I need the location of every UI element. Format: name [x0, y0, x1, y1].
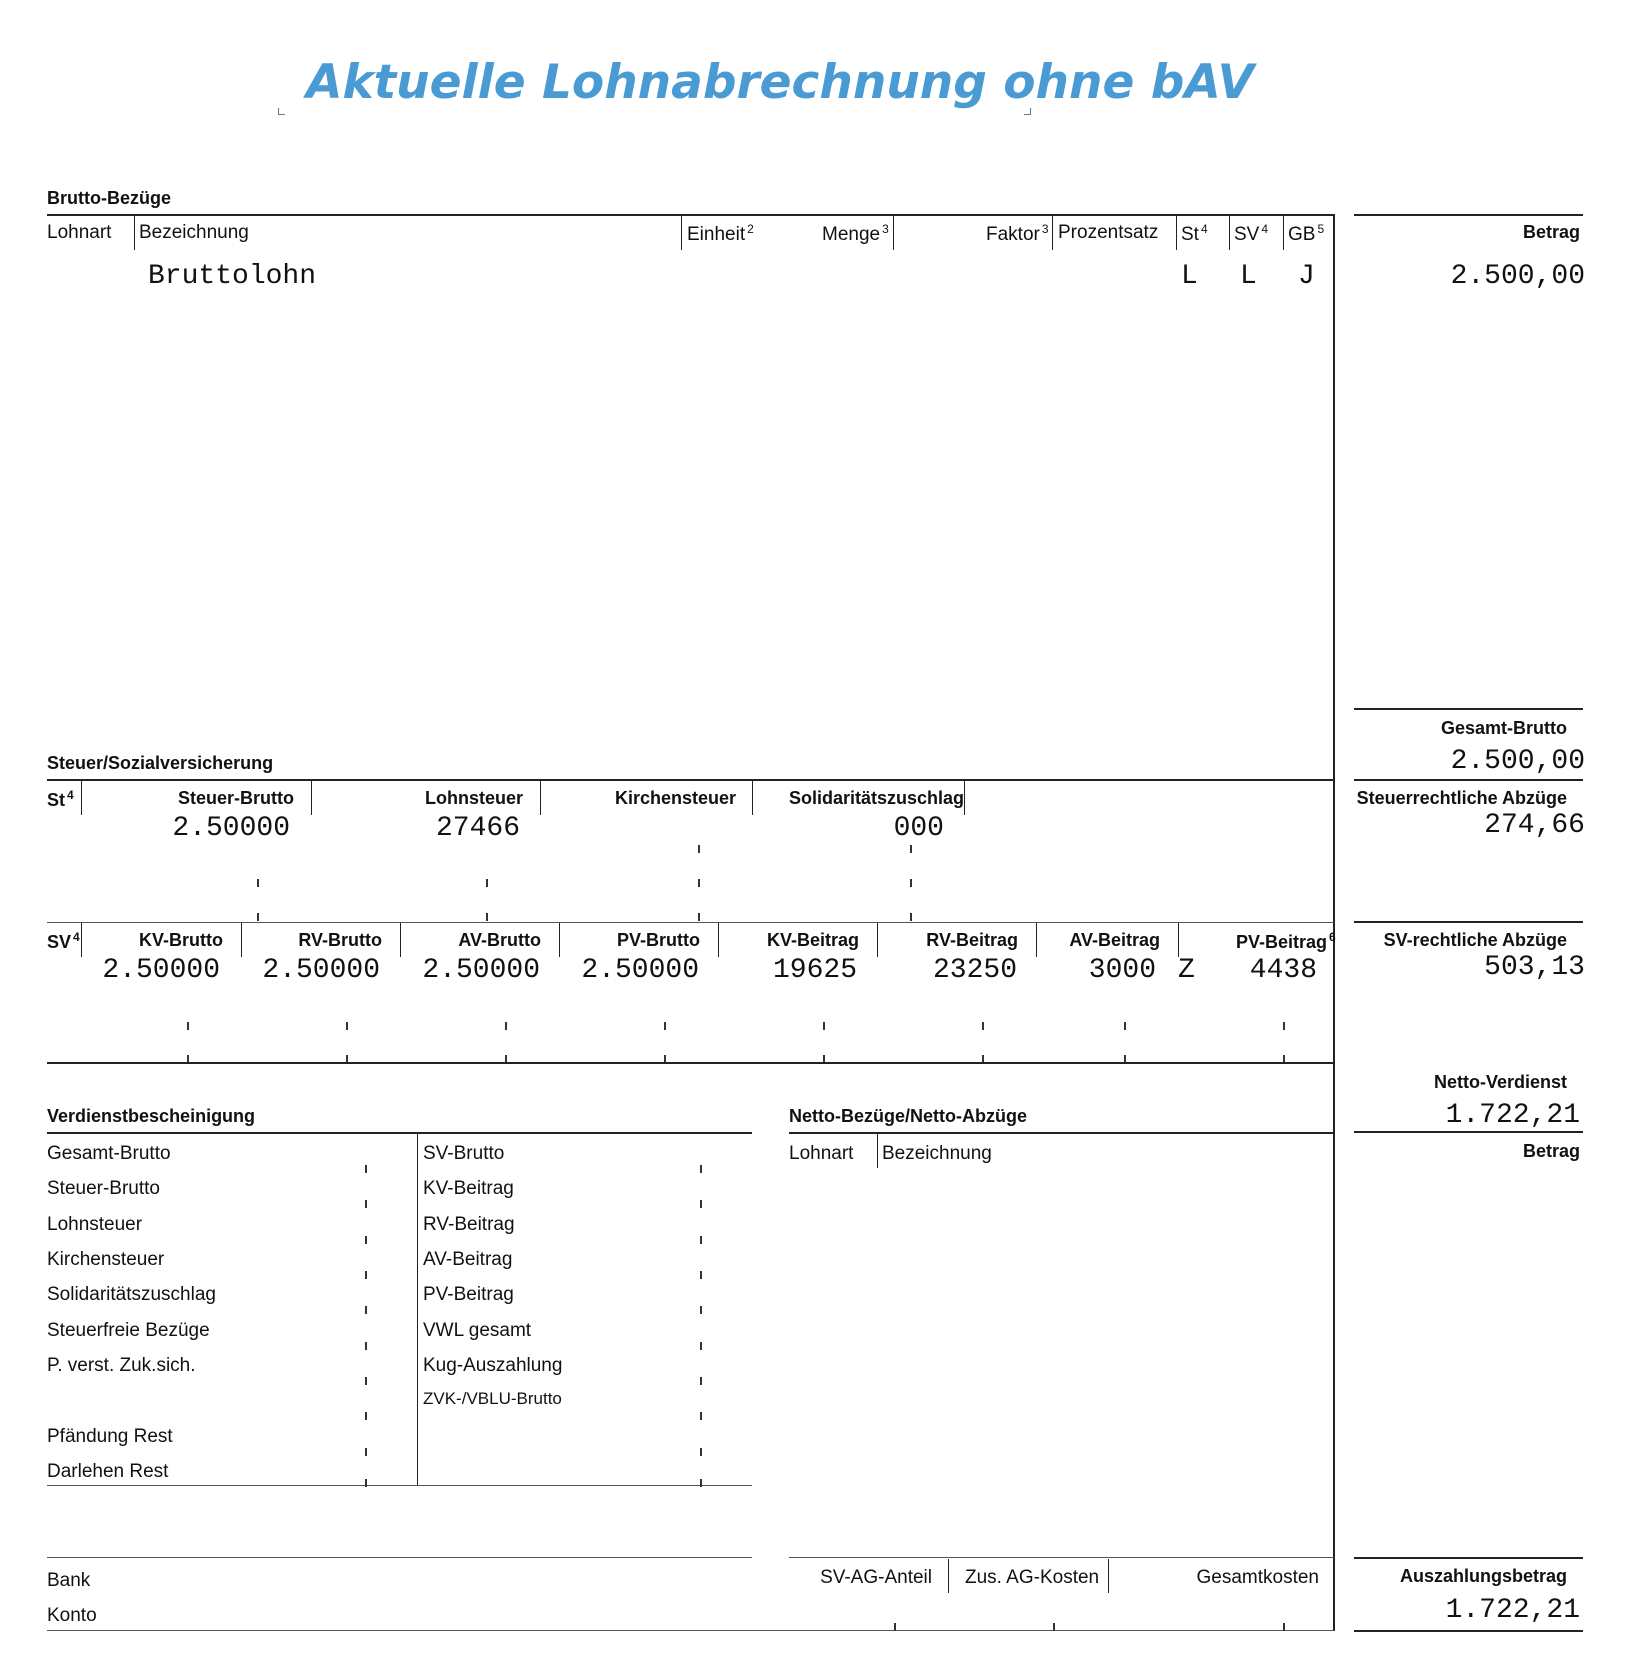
verdienst-left-item: Kirchensteuer	[47, 1249, 165, 1270]
verdienst-right-item: SV-Brutto	[423, 1143, 505, 1164]
brutto-section-title: Brutto-Bezüge	[47, 188, 171, 208]
netto-bezuege-top-rule	[789, 1132, 1334, 1134]
col-faktor: Faktor $^3$	[986, 222, 1049, 245]
gesamt-brutto-value: 2.500,00	[1450, 746, 1585, 777]
col-betrag: Betrag	[1522, 222, 1580, 242]
verdienst-left-item: Gesamt-Brutto	[47, 1143, 171, 1164]
col-divider	[964, 781, 965, 815]
col-menge: Menge $^3$	[822, 222, 889, 245]
kv-brutto-value: 2.50000	[102, 955, 220, 986]
sv-col-sv: SV $^4$	[47, 930, 80, 952]
col-lohnart: Lohnart	[47, 222, 112, 243]
verdienst-left-item: Lohnsteuer	[47, 1214, 143, 1235]
steuer-col-soli: Solidaritätszuschlag	[789, 788, 965, 808]
row-sv: L	[1240, 261, 1257, 292]
col-divider	[1052, 216, 1053, 250]
av-z-flag: Z	[1178, 955, 1195, 986]
netto-bezuege-section-title: Netto-Bezüge/Netto-Abzüge	[789, 1106, 1027, 1126]
rv-beitrag-value: 23250	[932, 955, 1017, 986]
verdienst-top-rule	[47, 1132, 752, 1134]
col-prozentsatz: Prozentsatz	[1058, 222, 1159, 243]
col-divider	[1108, 1559, 1109, 1593]
verdienst-right-item: KV-Beitrag	[423, 1178, 514, 1199]
pv-beitrag-value: 4438	[1249, 955, 1317, 986]
zus-ag-kosten-label: Zus. AG-Kosten	[965, 1567, 1100, 1588]
col-divider	[1176, 216, 1177, 250]
sv-col-av-beitrag: AV-Beitrag	[1069, 930, 1160, 950]
netto-label: Netto-Verdienst	[1433, 1072, 1567, 1092]
lohnsteuer-value: 27466	[435, 813, 520, 844]
verdienst-right-item: VWL gesamt	[423, 1320, 532, 1341]
verdienst-left-item: Solidaritätszuschlag	[47, 1284, 216, 1305]
av-brutto-value: 2.50000	[422, 955, 540, 986]
page-title: Aktuelle Lohnabrechnung ohne bAV	[306, 55, 1254, 110]
footer-bottom-rule	[47, 1630, 1334, 1631]
sv-col-av-brutto: AV-Brutto	[458, 930, 541, 950]
col-gb: GB $^5$	[1288, 222, 1325, 245]
gesamt-rule	[1354, 708, 1583, 710]
col-st: St $^4$	[1181, 222, 1208, 245]
steuer-bottom-rule	[47, 1062, 1334, 1064]
sv-col-rv-beitrag: RV-Beitrag	[926, 930, 1018, 950]
soli-value: 000	[893, 813, 944, 844]
col-divider	[134, 216, 135, 250]
steuer-abzuege-label: Steuerrechtliche Abzüge	[1356, 788, 1567, 808]
rv-brutto-value: 2.50000	[262, 955, 380, 986]
col-divider	[400, 923, 401, 957]
gesamt-brutto-label: Gesamt-Brutto	[1440, 718, 1567, 738]
row-gb: J	[1298, 261, 1315, 292]
auszahlung-value: 1.722,21	[1445, 1595, 1580, 1626]
verdienst-right-item: RV-Beitrag	[423, 1214, 515, 1235]
col-divider	[893, 216, 894, 250]
konto-label: Konto	[47, 1605, 97, 1626]
col-divider	[311, 781, 312, 815]
av-beitrag-value: 3000	[1088, 955, 1156, 986]
col-divider	[81, 923, 82, 957]
bank-label: Bank	[47, 1570, 91, 1591]
sv-col-kv-brutto: KV-Brutto	[139, 930, 223, 950]
col-divider	[559, 923, 560, 957]
netto-rule	[1354, 1131, 1583, 1133]
sv-col-pv-brutto: PV-Brutto	[617, 930, 700, 950]
footer-right-top-rule	[789, 1557, 1334, 1558]
col-divider	[877, 923, 878, 957]
sv-col-pv-beitrag: PV-Beitrag $^6$	[1236, 930, 1336, 952]
col-divider	[1036, 923, 1037, 957]
steuer-brutto-value: 2.50000	[172, 813, 290, 844]
netto-value: 1.722,21	[1445, 1100, 1580, 1131]
betrag-top-rule	[1354, 214, 1583, 216]
col-sv: SV $^4$	[1234, 222, 1269, 245]
col-divider	[752, 781, 753, 815]
steuer-col-brutto: Steuer-Brutto	[178, 788, 294, 808]
verdienst-right-item: ZVK-/VBLU-Brutto	[423, 1389, 562, 1408]
sv-abzuege-value: 503,13	[1484, 952, 1585, 983]
col-divider	[877, 1134, 878, 1168]
col-divider	[241, 923, 242, 957]
sv-col-kv-beitrag: KV-Beitrag	[766, 930, 859, 950]
verdienst-right-item: AV-Beitrag	[423, 1249, 513, 1270]
sv-abzuege-label: SV-rechtliche Abzüge	[1383, 930, 1567, 950]
verdienst-right-item: Kug-Auszahlung	[423, 1355, 563, 1376]
col-divider	[681, 216, 682, 250]
sv-right-rule	[1354, 921, 1583, 923]
sv-col-rv-brutto: RV-Brutto	[298, 930, 382, 950]
row-betrag: 2.500,00	[1450, 261, 1585, 292]
pv-brutto-value: 2.50000	[581, 955, 699, 986]
steuer-col-kirchensteuer: Kirchensteuer	[614, 788, 736, 808]
steuer-section-title: Steuer/Sozialversicherung	[47, 753, 274, 773]
verdienst-right-item: PV-Beitrag	[423, 1284, 514, 1305]
row-bezeichnung: Bruttolohn	[148, 261, 317, 292]
gesamtkosten-label: Gesamtkosten	[1196, 1567, 1319, 1588]
brutto-top-rule	[47, 214, 1334, 216]
steuer-col-lohnsteuer: Lohnsteuer	[424, 788, 523, 808]
verdienst-left-item: Darlehen Rest	[47, 1461, 169, 1482]
col-divider	[1283, 216, 1284, 250]
netto-betrag-label: Betrag	[1522, 1141, 1580, 1161]
footer-left-top-rule	[47, 1557, 752, 1558]
verdienst-left-item: P. verst. Zuk.sich.	[47, 1355, 196, 1376]
auszahlung-top-rule	[1354, 1557, 1583, 1559]
verdienst-left-item: Steuer-Brutto	[47, 1178, 160, 1199]
corner-mark-left	[278, 108, 285, 115]
verdienst-bottom-rule	[47, 1485, 752, 1486]
col-bezeichnung: Bezeichnung	[139, 222, 249, 243]
auszahlung-label: Auszahlungsbetrag	[1399, 1566, 1567, 1586]
verdienst-section-title: Verdienstbescheinigung	[47, 1106, 256, 1126]
col-divider	[948, 1559, 949, 1593]
col-divider	[1178, 923, 1179, 957]
steuer-col-st: St $^4$	[47, 788, 74, 810]
steuer-abzuege-value: 274,66	[1484, 810, 1585, 841]
row-st: L	[1181, 261, 1198, 292]
sv-ag-anteil-label: SV-AG-Anteil	[820, 1567, 932, 1588]
col-divider	[718, 923, 719, 957]
steuer-right-rule	[1354, 779, 1583, 781]
col-divider	[81, 781, 82, 815]
verdienst-left-item: Pfändung Rest	[47, 1426, 173, 1447]
col-divider	[540, 781, 541, 815]
verdienst-divider	[417, 1134, 418, 1485]
col-divider	[1229, 216, 1230, 250]
netto-col-lohnart: Lohnart	[789, 1143, 854, 1164]
col-einheit: Einheit $^2$	[687, 222, 754, 245]
steuer-top-rule	[47, 779, 1334, 781]
kv-beitrag-value: 19625	[772, 955, 857, 986]
corner-mark-right	[1024, 108, 1031, 115]
verdienst-left-item: Steuerfreie Bezüge	[47, 1320, 210, 1341]
netto-col-bezeichnung: Bezeichnung	[882, 1143, 992, 1164]
auszahlung-bottom-rule	[1354, 1630, 1583, 1632]
